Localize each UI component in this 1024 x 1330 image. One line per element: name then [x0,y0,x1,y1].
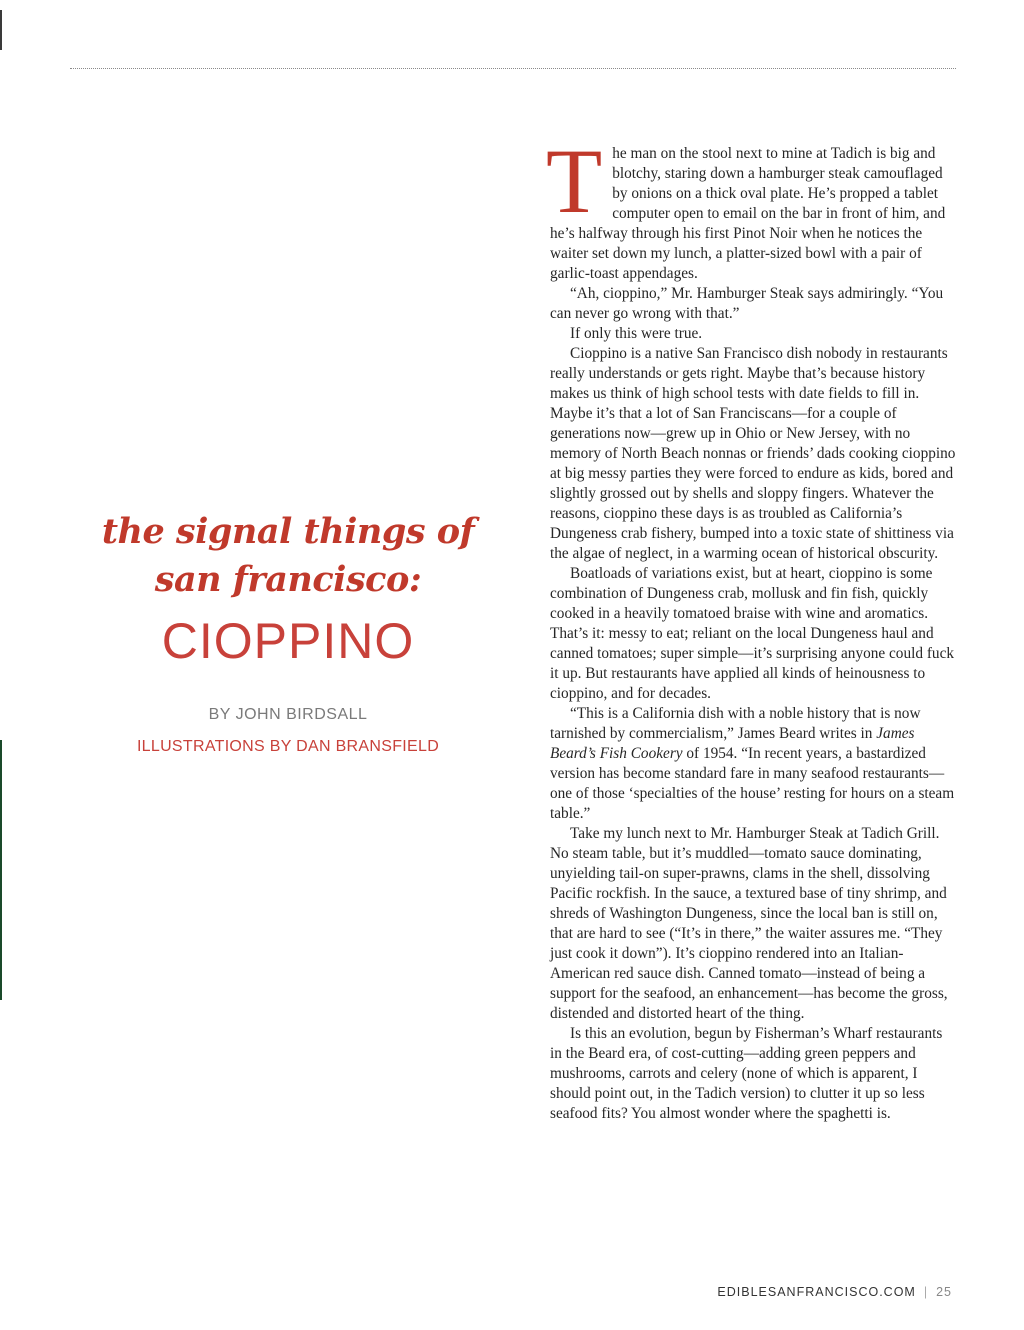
script-title-line-1: the signal things of [101,511,475,552]
script-title-line-2: san francisco: [154,559,422,600]
page-title: CIOPPINO [161,613,415,669]
article-paragraph: Cioppino is a native San Francisco dish nobody in restaurants really understands or gets right. Maybe that’s because history makes us think of high school tests with date fields to fill in. Maybe it’s that a lot of San Franciscans—for a couple of generations now—grew up in Ohio or New Jersey, with no memory of North Beach nonnas or friends’ dads cooking cioppino at big messy parties they were forced to endure as kids, bored and slightly grossed out by shells and sloppy fingers. Whatever the reasons, cioppino these days is as troubled as California’s Dungeness crab fishery, bumped into a toxic state of shittiness via the algae of neglect, in a warming ocean of historical obscurity. [550,345,956,562]
book-title: James Beard’s Fish Cookery [550,725,915,762]
drop-cap: T [546,130,603,232]
article-paragraph: “Ah, cioppino,” Mr. Hamburger Steak says admiringly. “You can never go wrong with that.” [550,285,944,322]
author-byline: BY JOHN BIRDSALL [208,706,368,723]
article-paragraph: Boatloads of variations exist, but at heart, cioppino is some combination of Dungeness crab, mollusk and fin fish, quickly cooked in a heavily tomatoed braise with wine and aromatics. That’s it: messy to eat; reliant on the local Dungeness haul and canned tomatoes; super simple—it’s surprising anyone could fuck it up. But restaurants have applied all kinds of heinousness to cioppino, and for decades. [550,565,955,702]
paragraph-text: of 1954. “In recent years, a bastardized version has become standard fare in many seafood restaurants—one of those ‘specialties of the house’ resting for hours on a steam table.” [550,745,955,822]
article-paragraph: Is this an evolution, begun by Fisherman’s Wharf restaurants in the Beard era, of cost-cutting—adding green peppers and mushrooms, carrots and celery (none of which is apparent, I should point out, in the Tadich version) to clutter it up so less seafood fits? You almost wonder where the spaghetti is. [550,1025,943,1122]
footer-website: EDIBLESANFRANCISCO.COM [717,1285,916,1299]
paragraph-text: “This is a California dish with a noble history that is now tarnished by commercialism,” James Beard writes in [550,705,921,742]
page-footer [717,1285,952,1299]
article-paragraph [546,130,956,284]
article-paragraph: If only this were true. [570,325,703,342]
left-edge-mark [0,740,2,1000]
article-paragraph [550,704,956,824]
article-body [546,130,956,1124]
script-title [100,508,476,604]
article-paragraph: Take my lunch next to Mr. Hamburger Steak at Tadich Grill. No steam table, but it’s muddled—tomato sauce dominating, unyielding tail-on super-prawns, clams in the shell, dissolving Pacific rockfish. In the sauce, a textured base of tiny shrimp, and shreds of Washington Dungeness, since the local ban is still on, that are hard to see (“It’s in there,” the waiter assures me. “They just cook it down”). It’s cioppino rendered into an Italian-American red sauce dish. Canned tomato—instead of being a support for the seafood, an enhancement—has become the gross, distended and distorted heart of the thing. [550,825,948,1022]
page-number: 25 [936,1285,952,1299]
footer-separator: | [923,1285,929,1299]
title-block [100,508,476,756]
illustrator-credit: ILLUSTRATIONS BY DAN BRANSFIELD [136,738,440,755]
header-dotted-rule [70,68,956,69]
left-edge-mark [0,10,2,50]
paragraph-text: he man on the stool next to mine at Tadich is big and blotchy, staring down a hamburger steak camouflaged by onions on a thick oval plate. He’s propped a tablet computer open to email on the bar in front of him, and he’s halfway through his first Pinot Noir when he notices the waiter set down my lunch, a platter-sized bowl with a pair of garlic-toast appendages. [550,145,946,282]
